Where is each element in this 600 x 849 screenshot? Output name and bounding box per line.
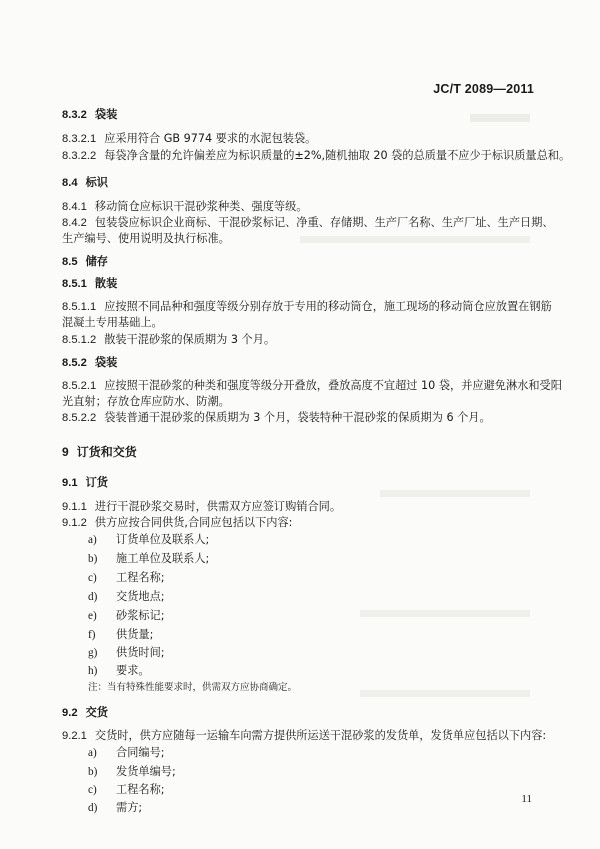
list-item-text: 需方; bbox=[116, 801, 143, 814]
list-marker: b) bbox=[88, 766, 98, 778]
clause-8-5-1-1 bbox=[62, 299, 552, 315]
clause-8-5-1-2 bbox=[62, 332, 544, 348]
clause-number: 8.5.2.1 bbox=[62, 380, 97, 392]
clause-number: 9.2.1 bbox=[62, 730, 87, 742]
clause-number: 9.1.2 bbox=[62, 517, 87, 529]
clause-8-5-1-1-continued bbox=[62, 315, 544, 331]
clause-8-5-2-2 bbox=[62, 410, 544, 426]
clause-number: 8.4.1 bbox=[62, 201, 87, 213]
clause-text-line1: 应按照不同品种和强度等级分别存放于专用的移动筒仓，施工现场的移动筒仓应放置在钢筋 bbox=[104, 300, 552, 313]
section-title: 袋装 bbox=[94, 108, 118, 121]
clause-8-4-2-continued bbox=[62, 231, 544, 247]
order-list-item bbox=[88, 532, 209, 548]
section-title: 散装 bbox=[94, 277, 118, 290]
clause-text-line1: 应按照干混砂浆的种类和强度等级分开叠放，叠放高度不宜超过 10 袋，并应避免淋水和受阳 bbox=[104, 379, 562, 392]
list-marker: d) bbox=[88, 802, 98, 814]
section-8-5-1-heading bbox=[62, 276, 544, 292]
section-8-3-2-heading bbox=[62, 107, 544, 123]
clause-number: 8.4.2 bbox=[62, 217, 87, 229]
list-marker: h) bbox=[88, 665, 98, 677]
order-list-item bbox=[88, 608, 165, 624]
standard-code: JC/T 2089—2011 bbox=[433, 82, 534, 96]
clause-number: 8.3.2.1 bbox=[62, 133, 97, 145]
section-9-2-heading bbox=[62, 705, 544, 721]
clause-text: 袋装普通干混砂浆的保质期为 3 个月，袋装特种干混砂浆的保质期为 6 个月。 bbox=[104, 411, 491, 424]
list-item-text: 工程名称; bbox=[116, 783, 165, 796]
section-title: 储存 bbox=[85, 255, 108, 268]
delivery-list-item bbox=[88, 782, 165, 798]
list-marker: d) bbox=[88, 591, 98, 603]
section-9-1-heading bbox=[62, 475, 544, 491]
section-8-4-heading bbox=[62, 175, 544, 191]
clause-9-2-1 bbox=[62, 728, 547, 744]
delivery-list-item bbox=[88, 800, 142, 816]
order-list-item bbox=[88, 645, 165, 661]
clause-text-line2: 混凝土专用基础上。 bbox=[62, 316, 163, 329]
list-item-text: 交货地点; bbox=[116, 590, 165, 603]
list-item-text: 施工单位及联系人; bbox=[116, 552, 210, 565]
section-number: 8.3.2 bbox=[62, 109, 87, 121]
list-marker: e) bbox=[88, 610, 97, 622]
order-list-item bbox=[88, 570, 165, 586]
list-marker: b) bbox=[88, 553, 98, 565]
clause-number: 8.5.1.1 bbox=[62, 301, 97, 313]
list-item-text: 工程名称; bbox=[116, 571, 165, 584]
page-number: 11 bbox=[521, 793, 532, 805]
list-marker: c) bbox=[88, 784, 97, 796]
order-list-item bbox=[88, 589, 165, 605]
clause-text: 交货时，供方应随每一运输车向需方提供所运送干混砂浆的发货单，发货单应包括以下内容: bbox=[94, 729, 547, 742]
order-list-item bbox=[88, 663, 150, 679]
list-marker: a) bbox=[88, 534, 97, 546]
clause-text-line2: 生产编号、使用说明及执行标准。 bbox=[62, 232, 230, 245]
clause-number: 8.5.2.2 bbox=[62, 412, 97, 424]
section-title: 标识 bbox=[85, 176, 108, 189]
clause-9-1-1 bbox=[62, 499, 544, 515]
list-item-text: 砂浆标记; bbox=[116, 609, 165, 622]
section-number: 8.5.2 bbox=[62, 357, 87, 369]
clause-text: 供方应按合同供货,合同应包括以下内容: bbox=[94, 516, 293, 529]
section-title: 订货和交货 bbox=[76, 445, 137, 459]
section-number: 9.1 bbox=[62, 477, 78, 489]
section-number: 9.2 bbox=[62, 707, 78, 719]
section-number: 9 bbox=[62, 445, 69, 459]
section-number: 8.5 bbox=[62, 256, 78, 268]
section-title: 袋装 bbox=[94, 356, 118, 369]
clause-8-3-2-1 bbox=[62, 131, 544, 147]
bleed-through-artifact bbox=[360, 610, 530, 617]
clause-8-4-1 bbox=[62, 199, 544, 215]
list-item-text: 供货量; bbox=[116, 628, 154, 641]
list-marker: g) bbox=[88, 647, 98, 659]
clause-number: 8.5.1.2 bbox=[62, 334, 97, 346]
clause-9-1-2 bbox=[62, 515, 544, 531]
delivery-list-item bbox=[88, 764, 176, 780]
clause-8-3-2-2 bbox=[62, 148, 571, 164]
section-9-heading bbox=[62, 444, 544, 460]
clause-text-line2: 光直射；存放仓库应防水、防潮。 bbox=[62, 395, 230, 408]
clause-8-5-2-1-continued bbox=[62, 394, 544, 410]
clause-text-line1: 包装袋应标识企业商标、干混砂浆标记、净重、存储期、生产厂名称、生产厂址、生产日期、 bbox=[94, 216, 554, 229]
section-8-5-2-heading bbox=[62, 355, 544, 371]
clause-8-5-2-1 bbox=[62, 378, 562, 394]
list-marker: a) bbox=[88, 747, 97, 759]
clause-8-4-2 bbox=[62, 215, 554, 231]
order-note: 注：当有特殊性能要求时，供需双方应协商确定。 bbox=[88, 682, 298, 693]
bleed-through-artifact bbox=[360, 690, 530, 697]
list-item-text: 要求。 bbox=[116, 664, 150, 677]
list-item-text: 供货时间; bbox=[116, 646, 165, 659]
section-number: 8.4 bbox=[62, 177, 78, 189]
clause-text: 进行干混砂浆交易时，供需双方应签订购销合同。 bbox=[94, 500, 342, 513]
delivery-list-item bbox=[88, 745, 165, 761]
section-8-5-heading bbox=[62, 254, 544, 270]
list-marker: c) bbox=[88, 572, 97, 584]
clause-number: 8.3.2.2 bbox=[62, 150, 97, 162]
clause-text: 每袋净含量的允许偏差应为标识质量的±2%,随机抽取 20 袋的总质量不应少于标识质量总和。 bbox=[104, 149, 571, 162]
section-title: 交货 bbox=[85, 706, 108, 719]
clause-text: 移动筒仓应标识干混砂浆种类、强度等级。 bbox=[94, 200, 308, 213]
bleed-through-artifact bbox=[380, 490, 530, 497]
list-item-text: 合同编号; bbox=[116, 746, 165, 759]
clause-number: 9.1.1 bbox=[62, 501, 87, 513]
order-list-item bbox=[88, 551, 209, 567]
order-list-item bbox=[88, 627, 153, 643]
section-number: 8.5.1 bbox=[62, 278, 87, 290]
list-item-text: 发货单编号; bbox=[116, 765, 176, 778]
clause-text: 应采用符合 GB 9774 要求的水泥包装袋。 bbox=[104, 132, 317, 145]
list-marker: f) bbox=[88, 629, 96, 641]
list-item-text: 订货单位及联系人; bbox=[116, 533, 210, 546]
clause-text: 散装干混砂浆的保质期为 3 个月。 bbox=[104, 333, 276, 346]
section-title: 订货 bbox=[85, 476, 108, 489]
